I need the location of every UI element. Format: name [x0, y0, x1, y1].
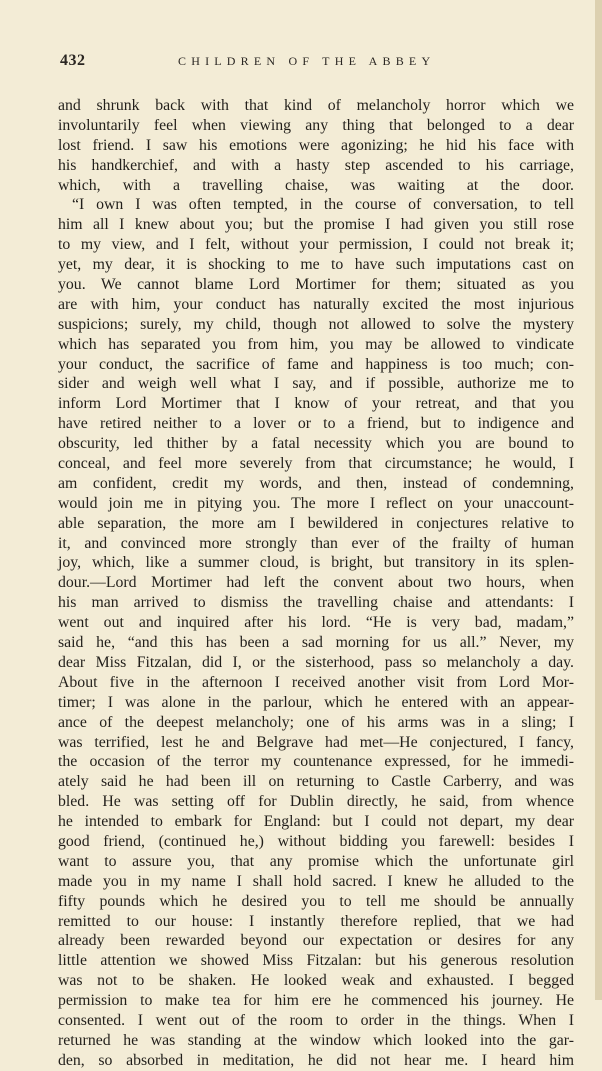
- page-header: [60, 52, 566, 76]
- text-line: his man arrived to dismiss the travelling chaise and attendants: I: [58, 594, 574, 612]
- text-line: returned he was standing at the window which looked into the gar-: [58, 1031, 574, 1049]
- text-line: dear Miss Fitzalan, did I, or the sisterhood, pass so melancholy a day.: [58, 653, 574, 671]
- text-line: dour.—Lord Mortimer had left the convent about two hours, when: [58, 574, 574, 592]
- text-line: am confident, credit my words, and then, instead of condemning,: [58, 474, 574, 492]
- text-line: you. We cannot blame Lord Mortimer for them; situated as you: [58, 276, 574, 294]
- text-line: would join me in pitying you. The more I reflect on your unaccount-: [58, 494, 574, 512]
- text-line: About five in the afternoon I received another visit from Lord Mor-: [58, 673, 574, 691]
- text-line: little attention we showed Miss Fitzalan: but his generous resolution: [58, 952, 574, 970]
- text-line: him all I knew about you; but the promise I had given you still rose: [58, 216, 574, 234]
- text-line: ance of the deepest melancholy; one of his arms was in a sling; I: [58, 713, 574, 731]
- text-line: bled. He was setting off for Dublin directly, he said, from whence: [58, 793, 574, 811]
- text-line: said he, “and this has been a sad morning for us all.” Never, my: [58, 634, 574, 652]
- text-line: good friend, (continued he,) without bidding you farewell: besides I: [58, 832, 574, 850]
- text-line: and shrunk back with that kind of melancholy horror which we: [58, 97, 574, 114]
- text-line: his handkerchief, and with a hasty step ascended to his carriage,: [58, 156, 574, 174]
- text-line: “I own I was often tempted, in the course of conversation, to tell: [72, 196, 574, 214]
- running-title: CHILDREN OF THE ABBEY: [178, 54, 436, 68]
- text-line: have retired neither to a lover or to a friend, but to indigence and: [58, 415, 574, 433]
- text-line: the occasion of the terror my countenance expressed, for he immedi-: [58, 753, 574, 771]
- text-line: inform Lord Mortimer that I know of your retreat, and that you: [58, 395, 574, 413]
- text-line: to my view, and I felt, without your permission, I could not break it;: [58, 236, 574, 254]
- text-line: able separation, the more am I bewildered in conjectures relative to: [58, 514, 574, 532]
- page-number: 432: [60, 52, 86, 69]
- text-line: joy, which, like a summer cloud, is bright, but transitory in its splen-: [58, 554, 574, 572]
- text-line: which has separated you from him, you may be allowed to vindicate: [58, 335, 574, 353]
- text-line: your conduct, the sacrifice of fame and happiness is too much; con-: [58, 355, 574, 373]
- text-line: permission to make tea for him ere he commenced his journey. He: [58, 992, 574, 1010]
- text-line: den, so absorbed in meditation, he did not hear me. I heard him: [58, 1051, 574, 1069]
- text-line: consented. I went out of the room to order in the things. When I: [58, 1011, 574, 1029]
- text-line: suspicions; surely, my child, though not allowed to solve the mystery: [58, 315, 574, 333]
- page-edge: [595, 0, 602, 1000]
- text-line: obscurity, led thither by a fatal necessity which you are bound to: [58, 435, 574, 453]
- text-line: ately said he had been ill on returning to Castle Carberry, and was: [58, 773, 574, 791]
- text-line: sider and weigh well what I say, and if possible, authorize me to: [58, 375, 574, 393]
- text-line: was not to be shaken. He looked weak and exhausted. I begged: [58, 972, 574, 990]
- text-line: involuntarily feel when viewing any thing that belonged to a dear: [58, 116, 574, 134]
- text-line: remitted to our house: I instantly therefore replied, that we had: [58, 912, 574, 930]
- text-line: which, with a travelling chaise, was waiting at the door.: [58, 176, 574, 194]
- text-line: it, and convinced more strongly than ever of the frailty of human: [58, 534, 574, 552]
- text-line: he intended to embark for England: but I could not depart, my dear: [58, 813, 574, 831]
- text-line: went out and inquired after his lord. “He is very bad, madam,”: [58, 614, 574, 632]
- text-line: fifty pounds which he desired you to tell me should be annually: [58, 892, 574, 910]
- text-line: conceal, and feel more severely from that circumstance; he would, I: [58, 455, 574, 473]
- text-line: are with him, your conduct has naturally excited the most injurious: [58, 295, 574, 313]
- text-line: want to assure you, that any promise which the unfortunate girl: [58, 852, 574, 870]
- text-line: was terrified, lest he and Belgrave had met—He conjectured, I fancy,: [58, 733, 574, 751]
- text-line: yet, my dear, it is shocking to me to have such imputations cast on: [58, 256, 574, 274]
- text-line: timer; I was alone in the parlour, which he entered with an appear-: [58, 693, 574, 711]
- text-line: lost friend. I saw his emotions were agonizing; he hid his face with: [58, 136, 574, 154]
- body-text: [58, 96, 574, 1071]
- text-line: made you in my name I shall hold sacred. I knew he alluded to the: [58, 872, 574, 890]
- text-line: already been rewarded beyond our expectation or desires for any: [58, 932, 574, 950]
